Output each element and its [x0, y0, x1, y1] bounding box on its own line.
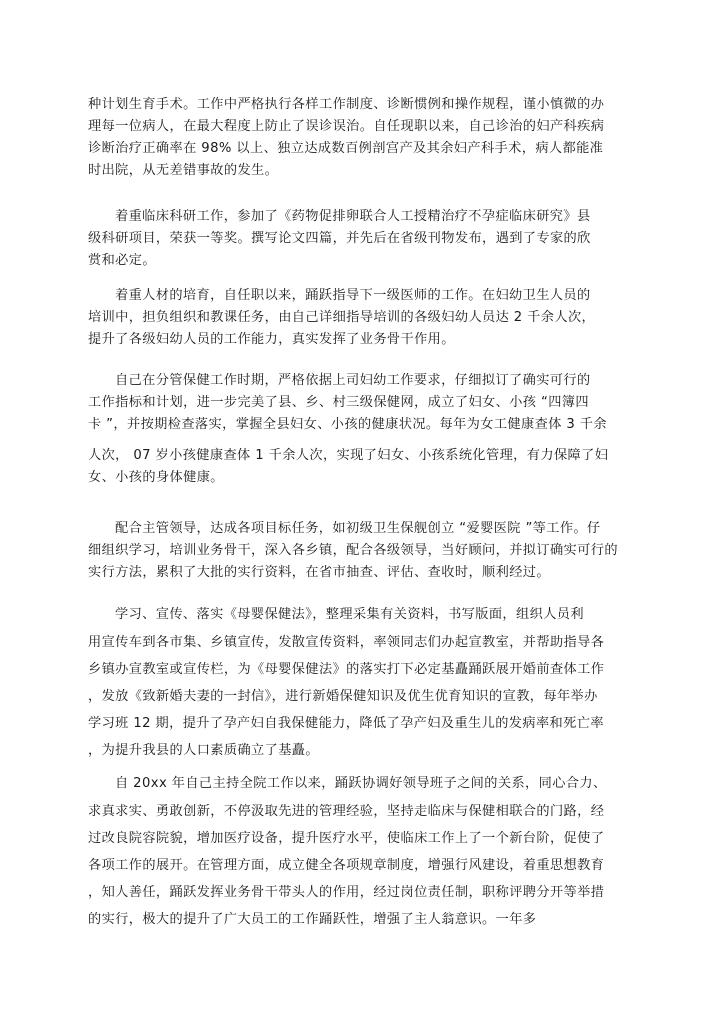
text-line: 着重人材的培育，自任职以来，踊跃指导下一级医师的工作。在妇幼卫生人员的: [115, 288, 591, 303]
text-line: 的实行，极大的提升了广大员工的工作踊跃性，增强了主人翁意识。一年多: [88, 912, 537, 927]
text-line: 人次， 07 岁小孩健康查体 1 千余人次，实现了妇女、小孩系统化管理，有力保障了妇: [88, 448, 609, 463]
text-line: 自 20xx 年自己主持全院工作以来，踊跃协调好领导班子之间的关系，同心合力、: [115, 776, 607, 791]
paragraph-surgery-record: [88, 94, 628, 182]
paragraph-maternal-law-publicity: [88, 601, 628, 764]
text-line: 女、小孩的身体健康。: [88, 470, 224, 485]
paragraph-hospital-management: [88, 770, 628, 933]
text-line: 诊断治疗正确率在 98% 以上、独立达成数百例剖宫产及其余妇产科手术，病人都能准: [88, 141, 604, 156]
text-line: 赏和必定。: [88, 253, 156, 268]
text-line: 种计划生育手术。工作中严格执行各样工作制度、诊断惯例和操作规程，谨小慎微的办: [88, 97, 605, 112]
text-line: 实行方法，累积了大批的实行资料，在省市抽查、评估、查收时，顺利经过。: [88, 565, 550, 580]
paragraph-health-care-work: [88, 370, 628, 489]
paragraph-talent-training: [88, 285, 628, 351]
text-line: 用宣传车到各市集、乡镇宣传，发散宣传资料，率领同志们办起宣教室，并帮助指导各: [88, 635, 605, 650]
text-line: 级科研项目，荣获一等奖。撰写论文四篇，并先后在省级刊物发布，遇到了专家的欣: [88, 231, 591, 246]
text-line: 过改良院容院貌，增加医疗设备，提升医疗水平，使临床工作上了一个新台阶，促使了: [88, 831, 605, 846]
paragraph-clinical-research: [88, 206, 628, 272]
text-line: 时出院，从无差错事故的发生。: [88, 163, 279, 178]
text-line: 学习班 12 期，提升了孕产妇自我保健能力，降低了孕产妇及重生儿的发病率和死亡率: [88, 716, 604, 731]
text-line: 乡镇办宣教室或宣传栏，为《母婴保健法》的落实打下必定基矗踊跃展开婚前查体工作: [88, 662, 605, 677]
text-line: 各项工作的展开。在管理方面，成立健全各项规章制度，增强行风建设，着重思想教育: [88, 858, 605, 873]
text-line: 培训中，担负组织和教课任务，由自己详细指导培训的各级妇幼人员达 2 千余人次，: [88, 310, 596, 325]
text-line: 学习、宣传、落实《母婴保健法》，整理采集有关资料，书写版面，组织人员利: [115, 607, 584, 622]
text-line: 理每一位病人，在最大程度上防止了误诊误治。自任现职以来，自己诊治的妇产科疾病: [88, 119, 605, 134]
text-line: 配合主管领导，达成各项目标任务，如初级卫生保舰创立 “爱婴医院 ”等工作。仔: [115, 521, 601, 536]
text-line: 着重临床科研工作，参加了《药物促排卵联合人工授精治疗不孕症临床研究》县: [115, 209, 591, 224]
text-line: ，知人善任，踊跃发挥业务骨干带头人的作用，经过岗位责任制，职称评聘分开等举措: [88, 885, 605, 900]
text-line: ，为提升我县的人口素质确立了基矗。: [88, 743, 319, 758]
text-line: 细组织学习，培训业务骨干，深入各乡镇，配合各级领导，当好顾问，并拟订确实可行的: [88, 543, 618, 558]
paragraph-baby-friendly-hospital: [88, 518, 628, 584]
text-line: 求真求实、勇敢创新，不停汲取先进的管理经验，坚持走临床与保健相联合的门路，经: [88, 804, 605, 819]
text-line: 自己在分管保健工作时期，严格依据上司妇幼工作要求，仔细拟订了确实可行的: [115, 373, 591, 388]
text-line: 工作指标和计划，进一步完美了县、乡、村三级保健网，成立了妇女、小孩 “四簿四: [88, 395, 589, 410]
text-line: ，发放《致新婚夫妻的一封信》，进行新婚保健知识及优生优育知识的宣教，每年举办: [88, 689, 598, 704]
text-line: 提升了各级妇幼人员的工作能力，真实发挥了业务骨干作用。: [88, 332, 455, 347]
text-line: 卡 ”，并按期检查落实，掌握全县妇女、小孩的健康状况。每年为女工健康查体 3 千余: [88, 417, 607, 432]
